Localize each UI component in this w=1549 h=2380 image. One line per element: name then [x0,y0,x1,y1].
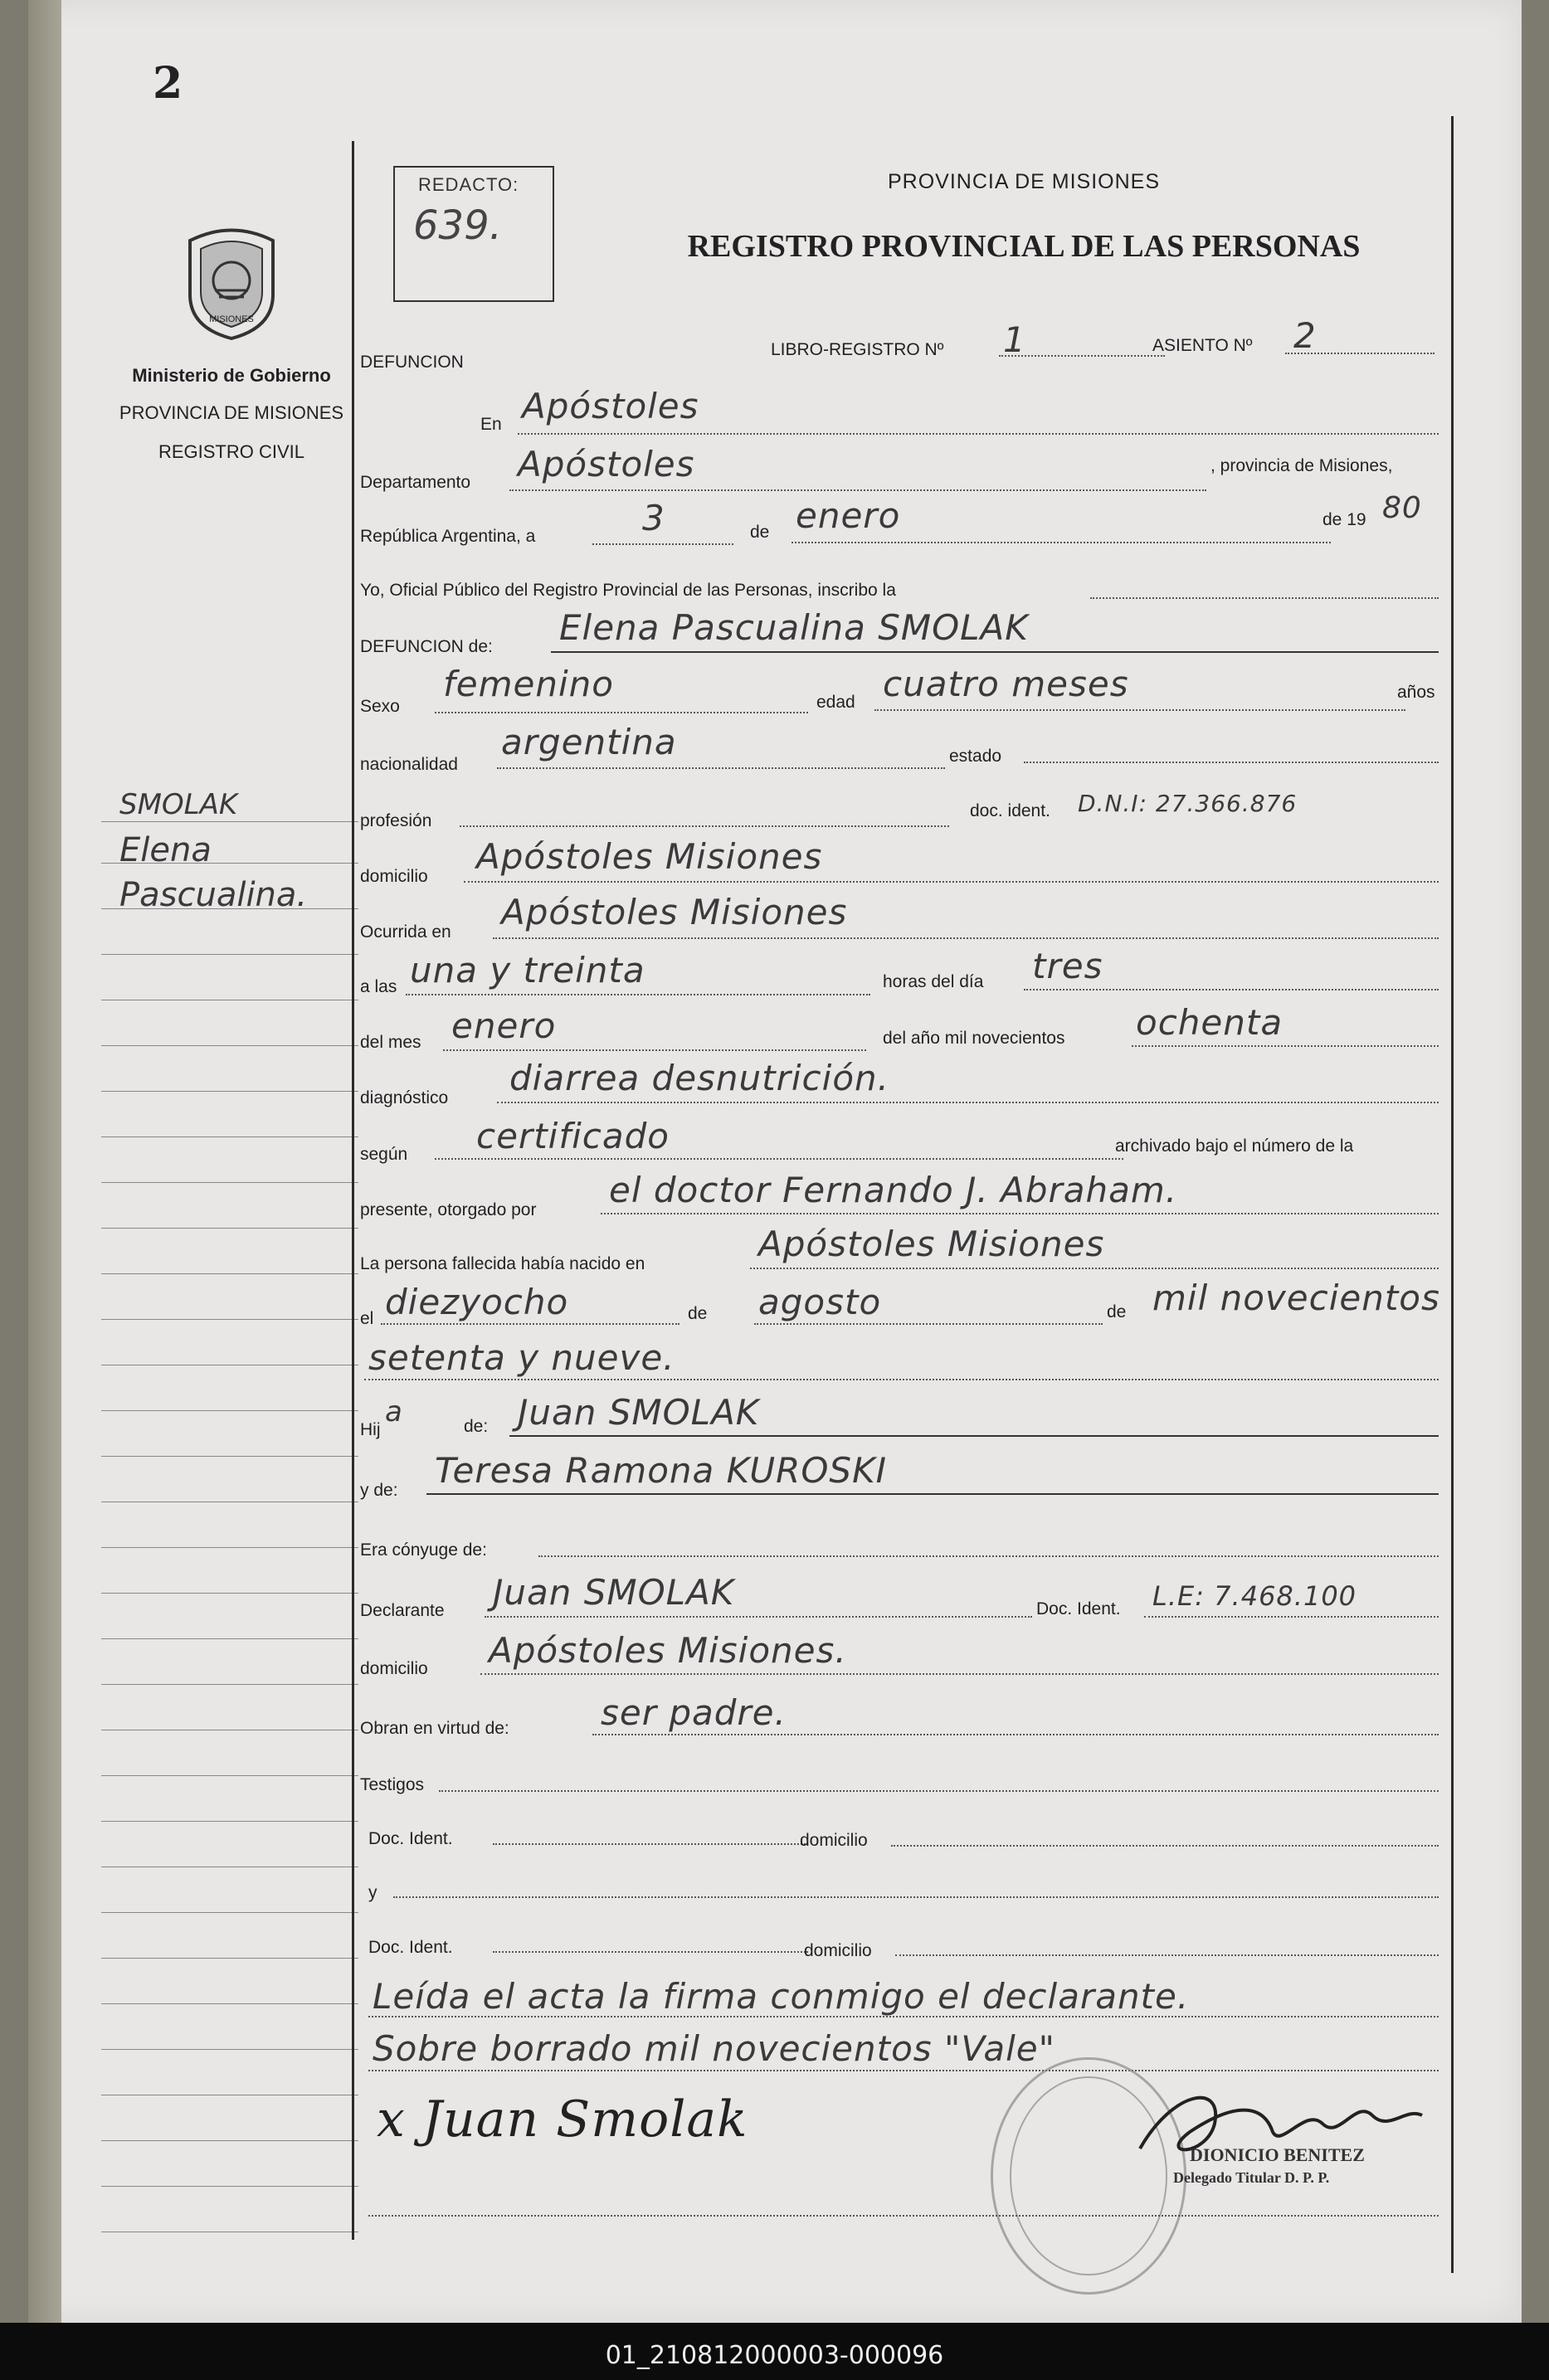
domicilio-label: domicilio [360,867,428,886]
hij-label: Hij [360,1420,381,1439]
dia-value: tres [1032,946,1103,986]
declarant-signature: x Juan Smolak [377,2090,748,2149]
presente-label: presente, otorgado por [360,1200,537,1219]
margin-surname: SMOLAK [119,788,238,821]
birth-year-continuation: setenta y nueve. [368,1337,675,1378]
diagnostico-value: diarrea desnutrición. [509,1058,889,1098]
decl-doc-value: L.E: 7.468.100 [1152,1580,1357,1612]
obran-label: Obran en virtud de: [360,1719,509,1738]
day-value: 3 [642,498,665,538]
ministry-line1: Ministerio de Gobierno [132,365,331,386]
provincia-label: , provincia de Misiones, [1210,456,1393,475]
book-spine [28,0,61,2323]
ocurrida-label: Ocurrida en [360,922,451,942]
yo-label: Yo, Oficial Público del Registro Provincial de las Personas, inscribo la [360,581,896,600]
a-las-label: a las [360,977,397,996]
redacto-box [393,166,554,302]
en-value: Apóstoles [522,386,699,426]
del-mes-label: del mes [360,1033,421,1052]
declarante-value: Juan SMOLAK [493,1572,735,1613]
margin-firstname: Elena [119,831,212,869]
de3-value: mil novecientos [1152,1278,1440,1318]
hij-value: a [385,1395,403,1428]
nacionalidad-value: argentina [501,722,677,762]
y-label: y [368,1883,378,1902]
de2-value: agosto [758,1282,882,1322]
departamento-value: Apóstoles [518,444,695,484]
horas-label: horas del día [883,972,984,991]
ocurrida-value: Apóstoles Misiones [501,892,848,932]
redacto-value: 639. [413,202,502,249]
doc-ident-label: doc. ident. [970,801,1050,820]
del-mes-value: enero [451,1005,557,1046]
declarante-label: Declarante [360,1601,445,1620]
ministry-line2: PROVINCIA DE MISIONES [119,402,344,423]
el-value: diezyocho [385,1282,569,1322]
de3-label: de [1107,1302,1127,1321]
form-right-border [1451,116,1454,2273]
year-label: de 19 [1322,510,1366,529]
register-page [28,0,1522,2323]
form-left-border [352,141,354,2240]
anos-label: años [1397,683,1435,702]
anio-value: ochenta [1136,1002,1284,1043]
segun-value: certificado [476,1116,670,1156]
asiento-label: ASIENTO Nº [1152,336,1253,355]
nacido-label: La persona fallecida había nacido en [360,1254,645,1273]
asiento-value: 2 [1293,315,1317,356]
provincial-seal-icon [178,224,285,340]
redacto-label: REDACTO: [418,174,519,195]
decl-domicilio-value: Apóstoles Misiones. [489,1630,847,1671]
obran-value: ser padre. [601,1692,787,1733]
domicilio-value: Apóstoles Misiones [476,836,823,877]
estado-label: estado [949,747,1002,766]
closing-line2: Sobre borrado mil novecientos "Vale" [373,2028,1055,2069]
mother-name: Teresa Ramona KUROSKI [435,1450,887,1491]
edad-label: edad [816,693,855,712]
official-name: DIONICIO BENITEZ [1190,2144,1365,2165]
archivado-label: archivado bajo el número de la [1115,1136,1354,1156]
year-value: 80 [1382,491,1422,525]
seal-text: MISIONES [209,314,254,324]
y-de-label: y de: [360,1481,398,1500]
departamento-label: Departamento [360,473,471,492]
testigo2-doc-label: Doc. Ident. [368,1938,453,1957]
sexo-value: femenino [443,664,614,704]
testigo1-doc-label: Doc. Ident. [368,1829,453,1848]
sexo-label: Sexo [360,697,400,716]
ministry-line3: REGISTRO CIVIL [158,441,305,462]
testigo2-domicilio-label: domicilio [804,1941,872,1960]
edad-value: cuatro meses [883,664,1129,704]
nacionalidad-label: nacionalidad [360,755,458,774]
decl-doc-label: Doc. Ident. [1036,1599,1121,1618]
diagnostico-label: diagnóstico [360,1088,449,1107]
image-caption: 01_210812000003-000096 [605,2341,944,2370]
hij-de-label: de: [464,1417,489,1436]
official-title: Delegado Titular D. P. P. [1173,2169,1330,2186]
el-label: el [360,1309,374,1328]
a-las-value: una y treinta [410,950,645,990]
doc-ident-value: D.N.I: 27.366.876 [1078,790,1298,817]
anio-label: del año mil novecientos [883,1029,1065,1048]
deceased-name: Elena Pascualina SMOLAK [559,607,1029,648]
testigos-label: Testigos [360,1775,425,1794]
registry-title: REGISTRO PROVINCIAL DE LAS PERSONAS [687,229,1361,264]
conyuge-label: Era cónyuge de: [360,1540,487,1560]
presente-value: el doctor Fernando J. Abraham. [609,1170,1178,1210]
de2-label: de [688,1304,708,1323]
de-label: de [750,523,770,542]
profesion-label: profesión [360,811,432,830]
province-heading: PROVINCIA DE MISIONES [887,170,1160,193]
margin-secondname: Pascualina. [119,876,308,914]
libro-label: LIBRO-REGISTRO Nº [771,340,944,359]
testigo1-domicilio-label: domicilio [800,1831,868,1850]
father-name: Juan SMOLAK [518,1392,760,1433]
republica-label: República Argentina, a [360,527,536,546]
decl-domicilio-label: domicilio [360,1659,428,1678]
defuncion-de-label: DEFUNCION de: [360,637,493,656]
nacido-value: Apóstoles Misiones [758,1224,1105,1264]
month-value: enero [796,495,901,536]
page-number: 2 [153,58,183,109]
en-label: En [480,415,502,434]
libro-value: 1 [1003,319,1026,360]
closing-line1: Leída el acta la firma conmigo el declarante. [373,1976,1190,2017]
segun-label: según [360,1145,408,1164]
type-label: DEFUNCION [360,353,464,372]
